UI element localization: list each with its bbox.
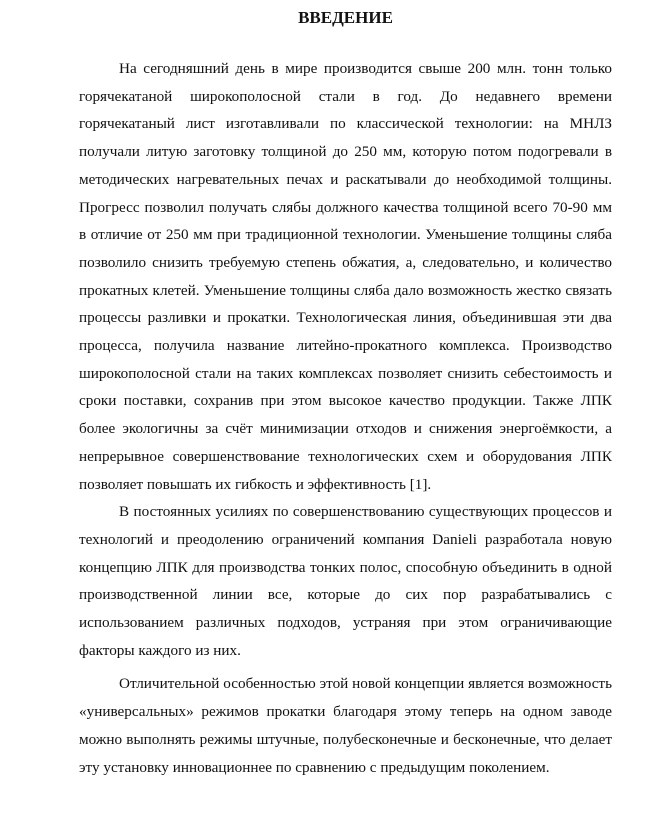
document-page xyxy=(79,0,612,781)
paragraph-1: На сегодняшний день в мире производится свыше 200 млн. тонн только горячекатаной широкополосной стали в год. До недавнего времени горячекатаный лист изготавливали по классической технологии: на МНЛЗ получали литую заготовку толщиной до 250 мм, которую потом подогревали в методических нагревательных печах и раскатывали до необходимой толщины. Прогресс позволил получать слябы должного качества толщиной всего 70-90 мм в отличие от 250 мм при традиционной технологии. Уменьшение толщины сляба позволило снизить требуемую степень обжатия, а, следовательно, и количество прокатных клетей. Уменьшение толщины сляба дало возможность жестко связать процессы разливки и прокатки. Технологическая линия, объединившая эти два процесса, получила название литейно-прокатного комплекса. Производство широкополосной стали на таких комплексах позволяет снизить себестоимость и сроки поставки, сохранив при этом высокое качество продукции. Также ЛПК более экологичны за счёт минимизации отходов и снижения энергоёмкости, а непрерывное совершенствование технологических схем и оборудования ЛПК позволяет повышать их гибкость и эффективность [1]. xyxy=(79,60,612,493)
paragraph-2: В постоянных усилиях по совершенствованию существующих процессов и технологий и преодолению ограничений компания Danieli разработала новую концепцию ЛПК для производства тонких полос, способную объединить в одной производственной линии все, которые до сих пор разрабатывались с использованием различных подходов, устраняя при этом ограничивающие факторы каждого из них. xyxy=(79,503,612,659)
paragraph-3: Отличительной особенностью этой новой концепции является возможность «универсальных» режимов прокатки благодаря этому теперь на одном заводе можно выполнять режимы штучные, полубесконечные и бесконечные, что делает эту установку инновационнее по сравнению с предыдущим поколением. xyxy=(79,675,612,776)
document-title: ВВЕДЕНИЕ xyxy=(298,8,393,27)
